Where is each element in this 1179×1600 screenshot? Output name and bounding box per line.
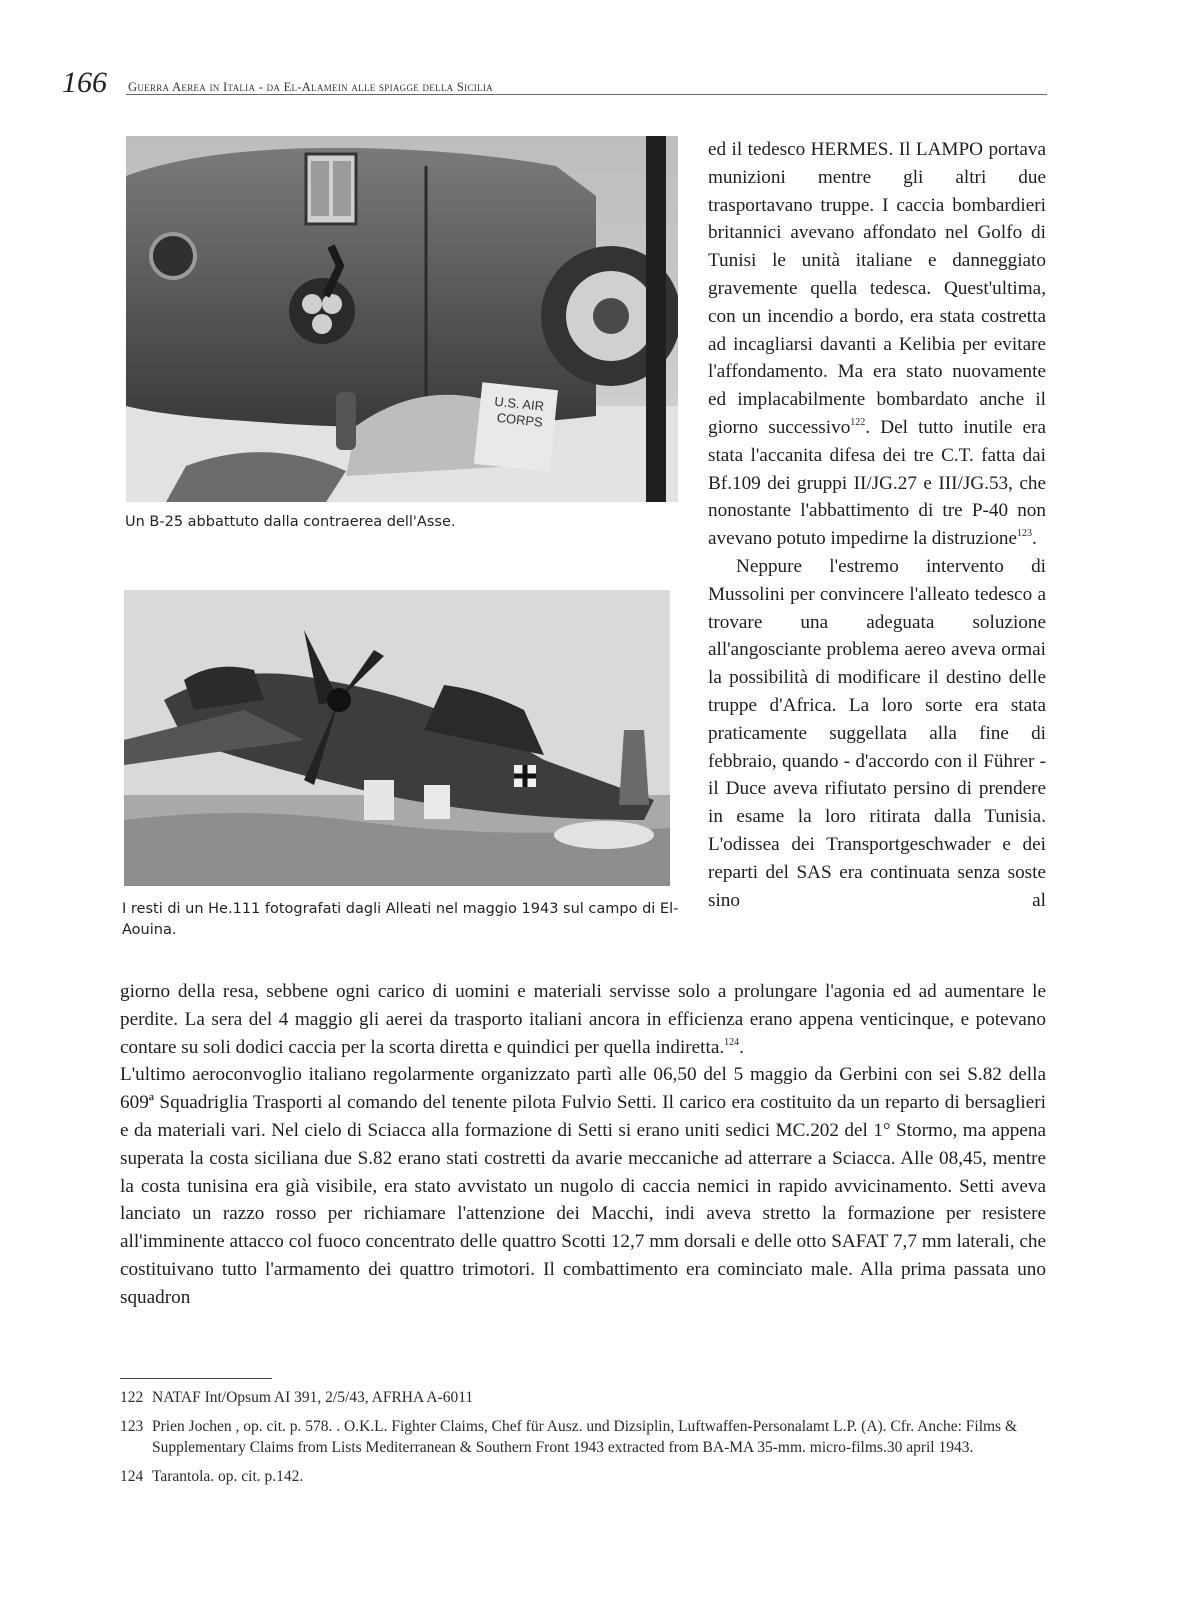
footnote-number: 124 bbox=[120, 1468, 144, 1485]
footnote bbox=[120, 1387, 1045, 1408]
footnotes bbox=[120, 1387, 1045, 1495]
text-run: . bbox=[739, 1036, 744, 1058]
text-run: . Del tutto inutile era stata l'accanita difesa dei tre C.T. fatta dai Bf.109 dei gruppi II/JG.27 e III/JG.53, che nonostante l'abbattimento di tre P-40 non avevano potuto impedirne la distruzione bbox=[708, 416, 1046, 550]
footnote-number: 122 bbox=[120, 1389, 144, 1406]
photo-caption: Un B-25 abbattuto dalla contraerea dell'Asse. bbox=[125, 514, 456, 530]
sign-text-line2: CORPS bbox=[496, 409, 544, 430]
sign-text-line1: U.S. AIR bbox=[493, 393, 545, 414]
footnote bbox=[120, 1466, 1045, 1487]
paragraph bbox=[708, 136, 1046, 553]
right-column-text bbox=[708, 136, 1046, 914]
photo-he111-remains bbox=[124, 590, 670, 886]
footnote bbox=[120, 1416, 1045, 1458]
footnote-number: 123 bbox=[120, 1418, 144, 1435]
paragraph: L'ultimo aeroconvoglio italiano regolarmente organizzato partì alle 06,50 del 5 maggio da Gerbini con sei S.82 della 609ª Squadriglia Trasporti al comando del tenente pilota Fulvio Setti. Il carico era costituito da un reparto di bersaglieri e da materiali vari. Nel cielo di Sciacca alla formazione di Setti si erano uniti sedici MC.202 del 1° Stormo, ma appena superata la costa siciliana due S.82 erano stati costretti da avarie meccaniche ad atterrare a Sciacca. Alle 08,45, mentre la costa tunisina era già visibile, era stato avvistato un nugolo di caccia nemici in rapido avvicinamento. Setti aveva lanciato un razzo rosso per richiamare l'attenzione dei Macchi, indi aveva stretto la formazione per resistere all'imminente attacco col fuoco concentrato delle quattro Scotti 12,7 mm dorsali e delle otto SAFAT 7,7 mm laterali, che costituivano tutto l'armamento dei quattro trimotori. Il combattimento era cominciato male. Alla prima passata uno squadron bbox=[120, 1064, 1046, 1308]
photo-caption: I resti di un He.111 fotografati dagli Alleati nel maggio 1943 sul campo di El-Aouina. bbox=[122, 901, 679, 938]
paragraph bbox=[120, 978, 1046, 1061]
text-run: . bbox=[1032, 528, 1037, 550]
footnote-text: Tarantola. op. cit. p.142. bbox=[152, 1468, 304, 1485]
page-header bbox=[62, 66, 1047, 98]
text-run: giorno della resa, sebbene ogni carico di uomini e materiali servisse solo a prolungare l'agonia ed ad aumentare le perdite. La sera del 4 maggio gli aerei da trasporto italiani ancora in efficienza erano appena venticinque, e potevano contare su soli dodici caccia per la scorta diretta e quindici per quella indiretta. bbox=[120, 981, 1046, 1058]
footnote-text: NATAF Int/Opsum AI 391, 2/5/43, AFRHA A-6011 bbox=[152, 1389, 474, 1406]
running-title: Guerra Aerea in Italia - da El-Alamein alle spiagge della Sicilia bbox=[128, 80, 493, 94]
footnote-ref[interactable]: 123 bbox=[1017, 528, 1033, 540]
page-number: 166 bbox=[62, 66, 107, 99]
paragraph: Neppure l'estremo intervento di Mussolini per convincere l'alleato tedesco a trovare una adeguata soluzione all'angosciante problema aereo aveva ormai la possibilità di modificare il destino delle truppe d'Africa. La loro sorte era stata praticamente suggellata alla fine di febbraio, quando - d'accordo con il Führer - il Duce aveva rifiutato persino di prendere in esame la loro ritirata dalla Tunisia. L'odissea dei Transportgeschwader e dei reparti del SAS era continuata senza soste sino al bbox=[708, 555, 1046, 911]
footnote-ref[interactable]: 122 bbox=[850, 416, 866, 428]
footnote-ref[interactable]: 124 bbox=[724, 1036, 740, 1048]
footnote-rule bbox=[120, 1378, 272, 1379]
header-rule bbox=[126, 94, 1047, 95]
photo-b25-wreck bbox=[126, 136, 678, 502]
text-run: ed il tedesco HERMES. Il LAMPO portava munizioni mentre gli altri due trasportavano truppe. I caccia bombardieri britannici avevano affondato nel Golfo di Tunisi le unità italiane e danneggiato gravemente quella tedesca. Quest'ultima, con un incendio a bordo, era stata costretta ad incagliarsi davanti a Kelibia per evitare l'affondamento. Ma era stato nuovamente ed implacabilmente bombardato anche il giorno successivo bbox=[708, 139, 1046, 438]
footnote-text: Prien Jochen , op. cit. p. 578. . O.K.L. Fighter Claims, Chef für Ausz. und Dizsiplin, Luftwaffen-Personalamt L.P. (A). Cfr. Anche: Films & Supplementary Claims from Lists Mediterranean & Southern Front 1943 extracted from BA-MA 35-mm. micro-films.30 april 1943. bbox=[152, 1418, 1018, 1456]
full-width-text bbox=[120, 978, 1046, 1312]
